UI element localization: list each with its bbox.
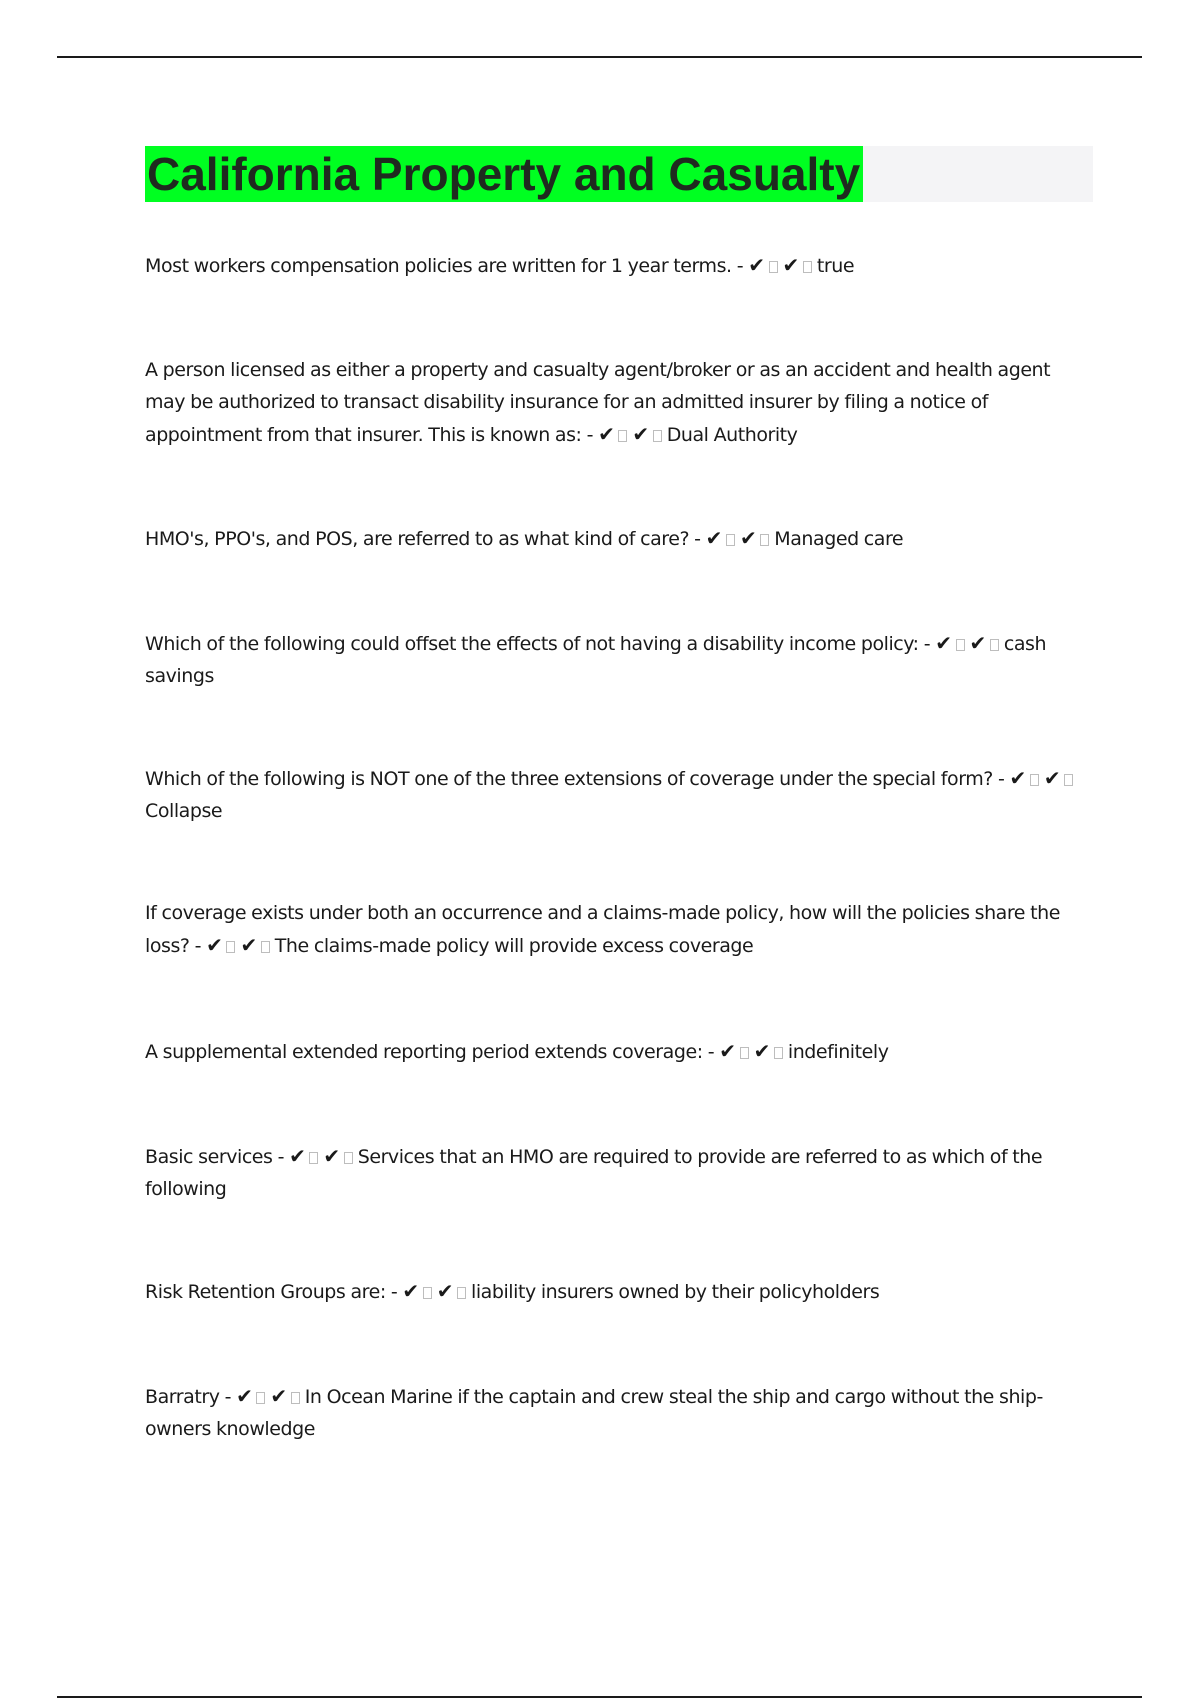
check-icon: ✔ [748,253,765,277]
qa-prompt: Barratry [145,1386,220,1408]
box-icon [423,1287,432,1299]
qa-separator: - [189,935,207,957]
qa-item [145,354,1095,451]
check-icon: ✔ [206,933,223,957]
top-rule [57,56,1142,58]
check-icon: ✔ [240,933,257,957]
check-icon: ✔ [739,526,757,550]
qa-answer: In Ocean Marine if the captain and crew steal the ship and cargo without the ship-owners knowledge [145,1386,1043,1440]
answer-marks [236,1386,305,1408]
qa-separator: - [702,1041,720,1063]
qa-item [145,1035,1095,1068]
qa-prompt: Which of the following could offset the effects of not having a disability income policy: [145,633,919,655]
answer-marks [719,1041,788,1063]
qa-answer: Services that an HMO are required to provide are referred to as which of the following [145,1146,1043,1200]
qa-item [145,627,1095,692]
check-icon: ✔ [1009,766,1026,790]
qa-prompt: Basic services [145,1146,273,1168]
qa-item [145,897,1095,962]
qa-item [145,1140,1095,1205]
check-icon: ✔ [632,422,649,446]
box-icon [291,1392,300,1404]
qa-answer: true [816,255,855,277]
answer-marks [706,528,775,550]
box-icon [653,430,662,442]
box-icon [726,534,735,546]
qa-separator: - [385,1281,403,1303]
box-icon [618,430,627,442]
answer-marks [402,1281,471,1303]
check-icon: ✔ [436,1279,454,1303]
qa-answer: Collapse [145,800,223,822]
qa-item [145,249,1095,282]
answer-marks [289,1146,358,1168]
check-icon: ✔ [969,631,986,655]
box-icon [760,534,769,546]
answer-marks [748,255,817,277]
box-icon [261,941,270,953]
qa-separator: - [689,528,706,550]
box-icon [1030,774,1039,786]
check-icon: ✔ [782,253,799,277]
check-icon: ✔ [1043,766,1061,790]
check-icon: ✔ [289,1144,306,1168]
answer-marks [598,424,667,446]
qa-answer: Dual Authority [666,424,798,446]
box-icon [256,1392,265,1404]
qa-prompt: HMO's, PPO's, and POS, are referred to as what kind of care? [145,528,690,550]
qa-answer: cash savings [145,633,1047,687]
check-icon: ✔ [598,422,615,446]
qa-separator: - [272,1146,290,1168]
document-title: California Property and Casualty [145,146,863,202]
qa-item [145,1275,1095,1308]
check-icon: ✔ [935,631,952,655]
box-icon [774,1047,783,1059]
answer-marks [206,935,275,957]
answer-marks [1010,768,1079,790]
title-row [145,146,1093,202]
check-icon: ✔ [753,1039,770,1063]
qa-prompt: A supplemental extended reporting period extends coverage: [145,1041,703,1063]
qa-answer: Managed care [774,528,904,550]
qa-prompt: Most workers compensation policies are written for 1 year terms. [145,255,732,277]
qa-prompt: If coverage exists under both an occurrence and a claims-made policy, how will the policies share the loss? [145,902,1060,957]
box-icon [1064,774,1073,786]
qa-separator: - [992,768,1010,790]
box-icon [309,1152,318,1164]
box-icon [457,1287,466,1299]
qa-item [145,1380,1095,1445]
qa-prompt: Which of the following is NOT one of the three extensions of coverage under the special form? [145,768,993,790]
qa-separator: - [731,255,749,277]
box-icon [990,639,999,651]
box-icon [769,261,778,273]
qa-prompt: A person licensed as either a property and casualty agent/broker or as an accident and health agent may be authorized to transact disability insurance for an admitted insurer by filing a notice of appointment from that insurer. This is known as: [145,359,1051,446]
qa-answer: indefinitely [787,1041,889,1063]
box-icon [803,261,812,273]
qa-separator: - [219,1386,237,1408]
qa-separator: - [918,633,936,655]
qa-item [145,762,1095,827]
answer-marks [935,633,1004,655]
qa-answer: The claims-made policy will provide excess coverage [274,935,754,957]
qa-item [145,522,1095,555]
check-icon: ✔ [705,526,722,550]
qa-answer: liability insurers owned by their policyholders [471,1281,880,1303]
box-icon [344,1152,353,1164]
qa-separator: - [581,424,599,446]
check-icon: ✔ [236,1384,253,1408]
box-icon [226,941,235,953]
bottom-rule [57,1696,1142,1698]
box-icon [740,1047,749,1059]
check-icon: ✔ [719,1039,736,1063]
qa-prompt: Risk Retention Groups are: [145,1281,386,1303]
box-icon [956,639,965,651]
check-icon: ✔ [402,1279,419,1303]
check-icon: ✔ [323,1144,340,1168]
check-icon: ✔ [270,1384,287,1408]
